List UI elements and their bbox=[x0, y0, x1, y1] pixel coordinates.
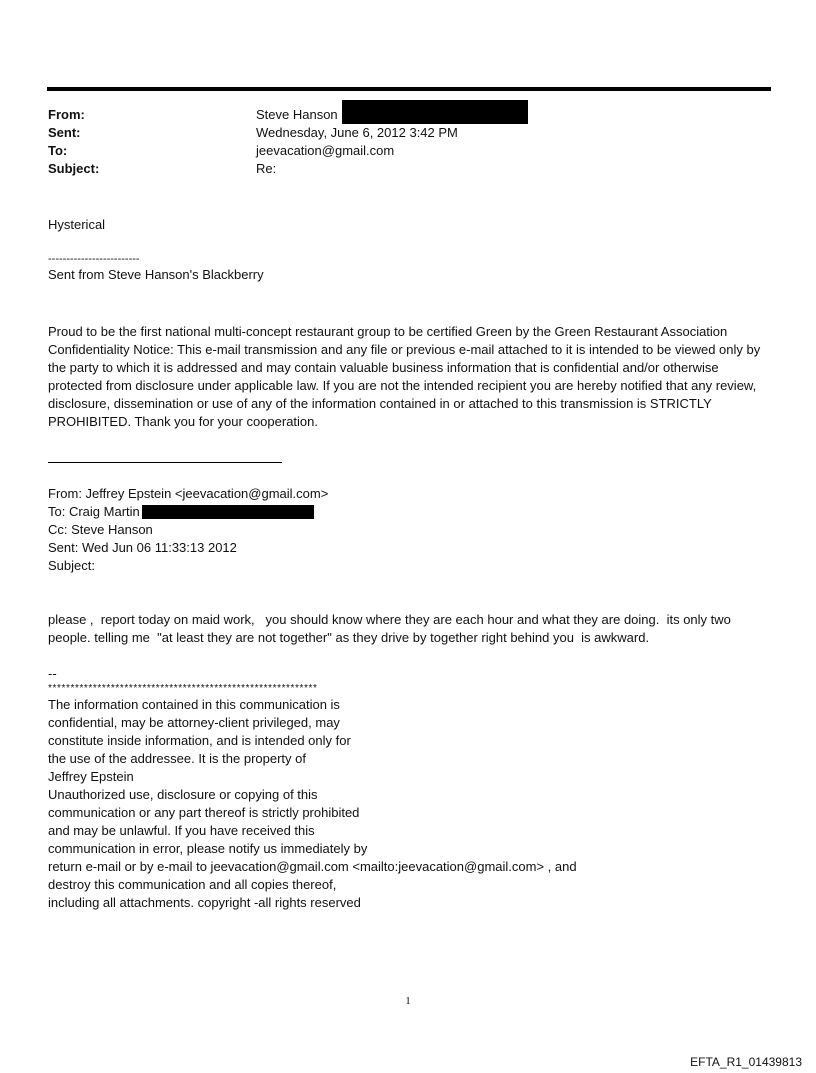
stars-line: ************************************************************ bbox=[48, 683, 318, 694]
subject-row bbox=[48, 160, 748, 178]
subject-value: Re: bbox=[256, 161, 277, 176]
signature-text: Sent from Steve Hanson's Blackberry bbox=[48, 267, 264, 282]
page-number: 1 bbox=[405, 995, 411, 1007]
header-rule bbox=[47, 87, 771, 91]
notice-block bbox=[48, 666, 768, 912]
separator-line bbox=[48, 462, 282, 463]
from-value: Steve Hanson bbox=[256, 107, 338, 122]
original-header bbox=[48, 485, 768, 575]
orig-cc: Cc: Steve Hanson bbox=[48, 522, 153, 537]
orig-sent: Sent: Wed Jun 06 11:33:13 2012 bbox=[48, 540, 237, 555]
orig-body-text: please , report today on maid work, you should know where they are each hour and what they are doing. its only two people. telling me "at least they are not together" as they drive by together right behind you is awkward. bbox=[48, 612, 735, 645]
original-body bbox=[48, 611, 768, 647]
from-row bbox=[48, 106, 748, 124]
redaction-box bbox=[342, 100, 528, 124]
notice-text: The information contained in this communication is confidential, may be attorney-client privileged, may constitute inside information, and is intended only for the use of the addressee. It is the property of Jeffrey Epstein Unauthorized use, disclosure or copying of this communication or any part thereof is strictly prohibited and may be unlawful. If you have received this communication in error, please notify us immediately by return e-mail or by e-mail to jeevacation@gmail.com <mailto:jeevacation@gmail.com> , and destroy this communication and all copies thereof, including all attachments. copyright -all rights reserved bbox=[48, 697, 577, 910]
orig-subject: Subject: bbox=[48, 558, 95, 573]
to-label: To: bbox=[48, 143, 68, 158]
bates-number: EFTA_R1_01439813 bbox=[690, 1055, 802, 1069]
from-value-wrap bbox=[256, 106, 528, 124]
reply-signature-block bbox=[48, 252, 768, 284]
signature-dashes: ------------------------- bbox=[48, 253, 140, 265]
orig-to: To: Craig Martin bbox=[48, 504, 140, 519]
disclaimer-block bbox=[48, 323, 768, 431]
from-label: From: bbox=[48, 107, 85, 122]
reply-text: Hysterical bbox=[48, 217, 106, 232]
sent-label: Sent: bbox=[48, 125, 81, 140]
sig-dash: -- bbox=[48, 666, 57, 681]
orig-to-row bbox=[48, 503, 768, 521]
to-value: jeevacation@gmail.com bbox=[256, 143, 395, 158]
orig-from: From: Jeffrey Epstein <jeevacation@gmail.com> bbox=[48, 486, 329, 501]
sent-row bbox=[48, 124, 748, 142]
sent-value: Wednesday, June 6, 2012 3:42 PM bbox=[256, 125, 458, 140]
to-row bbox=[48, 142, 748, 160]
disclaimer-text: Proud to be the first national multi-concept restaurant group to be certified Green by the Green Restaurant Association Confidentiality Notice: This e-mail transmission and any file or previous e-mail attached to it is intended to be viewed only by the party to which it is addressed and may contain valuable business information that is confidential and/or otherwise protected from disclosure under applicable law. If you are not the intended recipient you are hereby notified that any review, disclosure, dissemination or use of any of the information contained in or attached to this transmission is STRICTLY PROHIBITED. Thank you for your cooperation. bbox=[48, 324, 761, 429]
redaction-box bbox=[142, 505, 314, 519]
subject-label: Subject: bbox=[48, 161, 100, 176]
email-header bbox=[48, 106, 748, 178]
reply-body bbox=[48, 216, 768, 234]
